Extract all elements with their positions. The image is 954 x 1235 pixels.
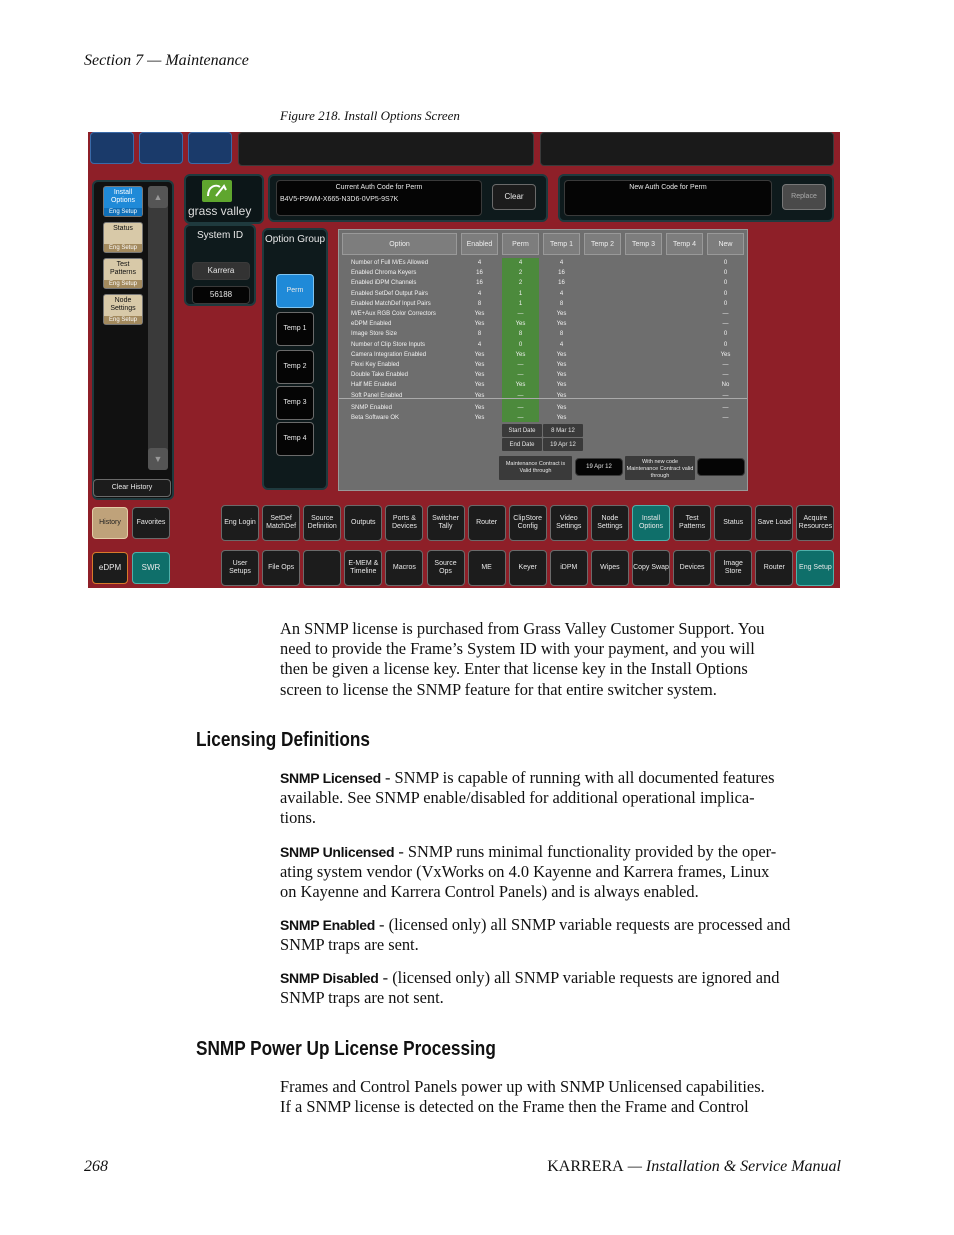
- menu-node-settings-button[interactable]: Node Settings: [591, 505, 629, 541]
- temp1-value: 16: [558, 280, 565, 287]
- new-values: [707, 258, 744, 401]
- options-table: [338, 229, 748, 491]
- footer-title: [547, 1158, 841, 1176]
- option-name: eDPM Enabled: [351, 321, 392, 328]
- new-value: —: [722, 311, 729, 318]
- col-temp1-header: Temp 1: [543, 233, 580, 255]
- replace-button[interactable]: Replace: [782, 184, 826, 210]
- temp1-value: 4: [559, 290, 564, 297]
- side-history-panel: [92, 180, 174, 500]
- perm-value: Yes: [515, 382, 526, 389]
- temp1-value: Yes: [556, 415, 567, 422]
- def-line: - (licensed only) all SNMP variable requests are ignored and: [378, 968, 780, 987]
- option-name: Camera Integration Enabled: [351, 351, 427, 358]
- new-auth-panel: [558, 174, 834, 222]
- perm-value: 1: [518, 290, 523, 297]
- maint-contract-date: 19 Apr 12: [575, 458, 623, 476]
- term-snmp-enabled: SNMP Enabled: [280, 917, 375, 933]
- group-temp1-button[interactable]: Temp 1: [276, 312, 314, 346]
- def-snmp-licensed: [280, 768, 840, 829]
- section-header: Section 7 — Maintenance: [84, 52, 249, 69]
- col-new-header: New: [707, 233, 744, 255]
- def-line: tions.: [280, 808, 316, 828]
- menu-status-button[interactable]: Status: [714, 505, 752, 541]
- menu-copy-swap-button[interactable]: Copy Swap: [632, 550, 670, 586]
- scroll-up-icon[interactable]: ▲: [148, 186, 168, 208]
- intro-line-3: then be given a license key. Enter that license key in the Install Options: [280, 659, 748, 679]
- option-names: [351, 258, 436, 401]
- enabled-value: 4: [477, 290, 482, 297]
- option-name: Flexi Key Enabled: [351, 362, 400, 369]
- option-name: Number of Clip Store Inputs: [351, 341, 426, 348]
- new-value: —: [722, 392, 729, 399]
- enabled-value: Yes: [474, 372, 485, 379]
- option-name: Double Take Enabled: [351, 372, 408, 379]
- menu-user-setups-button[interactable]: User Setups: [221, 550, 259, 586]
- menu-save-load-button[interactable]: Save Load: [755, 505, 793, 541]
- new-value: —: [722, 415, 729, 422]
- current-auth-label: Current Auth Code for Perm: [335, 184, 423, 191]
- col-perm-header: Perm: [502, 233, 539, 255]
- menu-image-store-button[interactable]: Image Store: [714, 550, 752, 586]
- menu-eng-login-button[interactable]: Eng Login: [221, 505, 259, 541]
- newcode-maint-label: With new code Maintenance Contract valid through: [625, 456, 695, 480]
- perm-value: —: [517, 372, 524, 379]
- col-temp3-header: Temp 3: [625, 233, 662, 255]
- footer-product: KARRERA: [547, 1158, 624, 1175]
- end-date-value: 19 Apr 12: [543, 438, 583, 451]
- enabled-value: 8: [477, 300, 482, 307]
- new-value: 0: [723, 300, 728, 307]
- start-date-label: Start Date: [502, 424, 542, 437]
- option-name: Beta Software OK: [351, 415, 400, 422]
- enabled-value: Yes: [474, 382, 485, 389]
- install-options-screenshot: [88, 132, 840, 588]
- temp1-value: Yes: [556, 321, 567, 328]
- perm-value: —: [517, 311, 524, 318]
- temp1-value: Yes: [556, 405, 567, 411]
- temp1-value: 8: [559, 331, 564, 338]
- term-snmp-licensed: SNMP Licensed: [280, 770, 381, 786]
- menu-outputs-button[interactable]: Outputs: [344, 505, 382, 541]
- logo-panel: [184, 174, 264, 224]
- temp1-value: 4: [559, 341, 564, 348]
- menu-blank-button[interactable]: [303, 550, 341, 586]
- def-line: - (licensed only) all SNMP variable requests are processed and: [374, 915, 791, 934]
- menu-install-options-button[interactable]: Install Options: [632, 505, 670, 541]
- option-group-label: Option Group: [264, 234, 326, 245]
- new-value: 0: [723, 260, 728, 266]
- current-auth-value: B4V5-P9WM-X665-N3D6-0VP5-9S7K: [280, 196, 399, 203]
- new-value: 0: [723, 290, 728, 297]
- system-name: Karrera: [192, 262, 250, 280]
- powerup-paragraph: [280, 1077, 840, 1117]
- system-id-value: 56188: [192, 286, 250, 304]
- powerup-line-2: If a SNMP license is detected on the Frame then the Frame and Control: [280, 1097, 749, 1117]
- temp1-values: [543, 258, 580, 401]
- option-name: Enabled iDPM Channels: [351, 280, 417, 287]
- temp1-value: Yes: [556, 311, 567, 318]
- perm-value: —: [517, 415, 524, 422]
- enabled-values: [461, 258, 498, 401]
- enabled-value: 16: [476, 270, 483, 277]
- end-date-label: End Date: [502, 438, 542, 451]
- grass-valley-logo-icon: [202, 180, 232, 202]
- option-name: Half ME Enabled: [351, 382, 397, 389]
- new-auth-field[interactable]: [564, 180, 772, 216]
- current-auth-panel: [268, 174, 548, 222]
- enabled-value: Yes: [474, 351, 485, 358]
- heading-licensing-definitions: Licensing Definitions: [196, 729, 370, 751]
- option-name: Number of Full M/Es Allowed: [351, 260, 429, 266]
- def-line: - SNMP is capable of running with all documented features: [380, 768, 775, 787]
- menu-wipes-button[interactable]: Wipes: [591, 550, 629, 586]
- menu-row-2: [221, 550, 837, 586]
- perm-value: —: [517, 405, 524, 411]
- term-snmp-unlicensed: SNMP Unlicensed: [280, 844, 395, 860]
- option-names-2: [351, 403, 399, 423]
- system-id-label: System ID: [196, 230, 244, 241]
- side-node-settings[interactable]: Node Settings Eng Setup: [103, 294, 143, 325]
- top-status-area-right: [540, 132, 834, 166]
- top-status-area-left: [238, 132, 534, 166]
- col-option-header: Option: [342, 233, 457, 255]
- side-status[interactable]: Status Eng Setup: [103, 222, 143, 253]
- group-temp2-button[interactable]: Temp 2: [276, 350, 314, 384]
- temp1-value: Yes: [556, 351, 567, 358]
- new-value: Yes: [720, 351, 731, 358]
- group-temp3-button[interactable]: Temp 3: [276, 386, 314, 420]
- clear-button[interactable]: Clear: [492, 184, 536, 210]
- def-line: on Kayenne and Karrera Control Panels) and is always enabled.: [280, 882, 699, 902]
- menu-keyer-button[interactable]: Keyer: [509, 550, 547, 586]
- def-line: ating system vendor (VxWorks on 4.0 Kayenne and Karrera frames, Linux: [280, 862, 770, 882]
- option-group-panel: [262, 228, 328, 490]
- perm-values-2: [502, 403, 539, 423]
- intro-line-1: An SNMP license is purchased from Grass Valley Customer Support. You: [280, 619, 765, 638]
- perm-value: Yes: [515, 351, 526, 358]
- clear-history-button[interactable]: Clear History: [93, 479, 171, 497]
- menu-ports-devices-button[interactable]: Ports & Devices: [385, 505, 423, 541]
- logo-text: grass valley: [188, 204, 252, 218]
- enabled-value: Yes: [474, 321, 485, 328]
- side-test-patterns[interactable]: Test Patterns Eng Setup: [103, 258, 143, 289]
- enabled-value: Yes: [474, 392, 485, 399]
- menu-switcher-tally-button[interactable]: Switcher Tally: [427, 505, 465, 541]
- menu-test-patterns-button[interactable]: Test Patterns: [673, 505, 711, 541]
- menu-setdef-matchdef-button[interactable]: SetDef MatchDef: [262, 505, 300, 541]
- new-value: —: [722, 362, 729, 369]
- powerup-line-1: Frames and Control Panels power up with SNMP Unlicensed capabilities.: [280, 1077, 765, 1096]
- enabled-value: Yes: [474, 311, 485, 318]
- maint-contract-label: Maintenance Contract is Valid through: [499, 456, 572, 480]
- side-install-options[interactable]: Install Options Eng Setup: [103, 186, 143, 217]
- start-date-value: 8 Mar 12: [543, 424, 583, 437]
- new-value: 0: [723, 331, 728, 338]
- menu-row-1: [221, 505, 837, 541]
- menu-eng-setup-button[interactable]: Eng Setup: [796, 550, 834, 586]
- enabled-value: 16: [476, 280, 483, 287]
- top-tab-2[interactable]: [139, 132, 183, 164]
- temp1-value: Yes: [556, 372, 567, 379]
- perm-values: [502, 258, 539, 401]
- term-snmp-disabled: SNMP Disabled: [280, 970, 379, 986]
- new-value: —: [722, 321, 729, 328]
- option-name: Soft Panel Enabled: [351, 392, 403, 399]
- def-line: SNMP traps are not sent.: [280, 988, 444, 1008]
- def-line: - SNMP runs minimal functionality provided by the oper-: [394, 842, 777, 861]
- perm-value: —: [517, 392, 524, 399]
- menu-router-button[interactable]: Router: [468, 505, 506, 541]
- temp1-value: Yes: [556, 382, 567, 389]
- scroll-down-icon[interactable]: ▼: [148, 448, 168, 470]
- footer-manual: — Installation & Service Manual: [623, 1158, 841, 1175]
- perm-value: 1: [518, 300, 523, 307]
- col-temp4-header: Temp 4: [666, 233, 703, 255]
- perm-value: 8: [518, 331, 523, 338]
- enabled-value: Yes: [474, 415, 485, 422]
- enabled-value: 8: [477, 331, 482, 338]
- col-temp2-header: Temp 2: [584, 233, 621, 255]
- system-id-panel: [184, 224, 256, 306]
- temp1-value: 8: [559, 300, 564, 307]
- enabled-value: Yes: [474, 405, 485, 411]
- new-value: —: [722, 372, 729, 379]
- new-value: No: [721, 382, 730, 389]
- history-button[interactable]: History: [92, 507, 128, 539]
- perm-value: Yes: [515, 321, 526, 328]
- menu-devices-button[interactable]: Devices: [673, 550, 711, 586]
- menu-e-mem-timeline-button[interactable]: E-MEM & Timeline: [344, 550, 382, 586]
- menu-source-ops-button[interactable]: Source Ops: [427, 550, 465, 586]
- intro-paragraph: [280, 619, 840, 700]
- option-name: Enabled SetDef Output Pairs: [351, 290, 429, 297]
- option-name: Enabled Chroma Keyers: [351, 270, 417, 277]
- temp1-value: Yes: [556, 362, 567, 369]
- top-tab-3[interactable]: [188, 132, 232, 164]
- new-value: 0: [723, 280, 728, 287]
- new-auth-label: New Auth Code for Perm: [629, 184, 707, 191]
- group-temp4-button[interactable]: Temp 4: [276, 422, 314, 456]
- temp1-values-2: [543, 403, 580, 423]
- option-name: M/E+Aux RGB Color Correctors: [351, 311, 436, 318]
- menu-video-settings-button[interactable]: Video Settings: [550, 505, 588, 541]
- perm-value: 2: [518, 280, 523, 287]
- temp1-value: Yes: [556, 392, 567, 399]
- enabled-values-2: [461, 403, 498, 423]
- perm-value: 4: [518, 260, 523, 266]
- new-values-2: [707, 403, 744, 423]
- col-enabled-header: Enabled: [461, 233, 498, 255]
- new-value: 0: [723, 341, 728, 348]
- menu-macros-button[interactable]: Macros: [385, 550, 423, 586]
- group-perm-button[interactable]: Perm: [276, 274, 314, 308]
- menu-acquire-resources-button[interactable]: Acquire Resources: [796, 505, 834, 541]
- new-value: —: [722, 405, 729, 411]
- def-snmp-disabled: [280, 968, 840, 1008]
- menu-me-button[interactable]: ME: [468, 550, 506, 586]
- temp1-value: 4: [559, 260, 564, 266]
- menu-clipstore-config-button[interactable]: ClipStore Config: [509, 505, 547, 541]
- menu-router-button[interactable]: Router: [755, 550, 793, 586]
- temp1-value: 16: [558, 270, 565, 277]
- menu-idpm-button[interactable]: iDPM: [550, 550, 588, 586]
- intro-line-4: screen to license the SNMP feature for that entire switcher system.: [280, 679, 717, 699]
- def-snmp-enabled: [280, 915, 840, 955]
- enabled-value: Yes: [474, 362, 485, 369]
- top-tab-1[interactable]: [90, 132, 134, 164]
- intro-line-2: need to provide the Frame’s System ID with your payment, and you will: [280, 639, 755, 659]
- figure-caption: Figure 218. Install Options Screen: [280, 108, 460, 123]
- menu-source-definition-button[interactable]: Source Definition: [303, 505, 341, 541]
- page-number: 268: [84, 1158, 108, 1175]
- option-name: Enabled MatchDef Input Pairs: [351, 300, 431, 307]
- perm-value: —: [517, 362, 524, 369]
- edpm-button[interactable]: eDPM: [92, 552, 128, 584]
- newcode-maint-date: [697, 458, 745, 476]
- def-line: available. See SNMP enable/disabled for additional operational implica-: [280, 788, 755, 808]
- enabled-value: 4: [477, 260, 482, 266]
- perm-value: 0: [518, 341, 523, 348]
- option-name: SNMP Enabled: [351, 405, 392, 411]
- menu-file-ops-button[interactable]: File Ops: [262, 550, 300, 586]
- perm-value: 2: [518, 270, 523, 277]
- option-name: Image Store Size: [351, 331, 398, 338]
- def-line: SNMP traps are sent.: [280, 935, 419, 955]
- history-scrollbar[interactable]: [148, 186, 168, 470]
- def-snmp-unlicensed: [280, 842, 840, 903]
- enabled-value: 4: [477, 341, 482, 348]
- swr-button[interactable]: SWR: [132, 552, 170, 584]
- new-value: 0: [723, 270, 728, 277]
- heading-power-up: SNMP Power Up License Processing: [196, 1038, 496, 1060]
- favorites-button[interactable]: Favorites: [132, 507, 170, 539]
- current-auth-field[interactable]: [276, 180, 482, 216]
